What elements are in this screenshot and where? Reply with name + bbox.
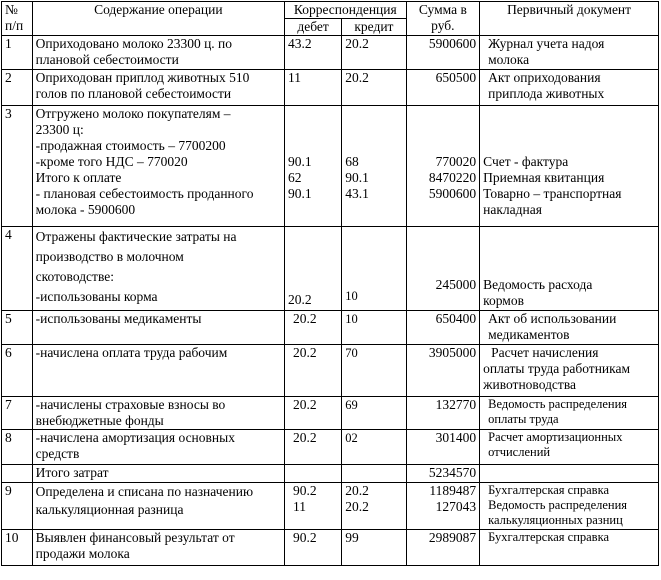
debit-line: 90.1 <box>288 186 312 201</box>
op-line: -начислена оплата труда рабочим <box>35 345 228 360</box>
op-line: -начислены страховые взносы во <box>35 397 226 412</box>
op-line: Отгружено молоко покупателям – <box>35 106 231 121</box>
credit-line: 20.2 <box>345 483 369 498</box>
op-line: -использованы корма <box>35 289 158 304</box>
table-row <box>2 530 659 566</box>
debit-line: 62 <box>288 170 302 185</box>
row-document <box>480 227 659 311</box>
row-debit <box>285 227 342 311</box>
doc-line: Расчет начисления <box>491 345 599 360</box>
row-operation <box>32 311 284 345</box>
row-document <box>480 311 659 345</box>
op-line: Выявлен финансовый результат от <box>35 530 235 545</box>
row-debit: 43.2 <box>285 36 342 70</box>
doc-line: кормов <box>483 293 524 308</box>
row-document <box>480 465 659 483</box>
row-operation <box>32 430 284 465</box>
header-document: Первичный документ <box>480 2 659 36</box>
table-row <box>2 483 659 530</box>
row-num: 3 <box>2 106 33 227</box>
table-row <box>2 227 659 311</box>
row-operation <box>32 530 284 566</box>
row-credit: 02 <box>342 430 406 465</box>
row-sum: 5900600 <box>406 36 480 70</box>
op-line: производство в молочном <box>35 249 184 264</box>
doc-line: Акт об использовании <box>488 311 617 326</box>
row-num <box>2 465 33 483</box>
row-document <box>480 397 659 430</box>
doc-line: Акт оприходования <box>488 70 601 85</box>
row-sum: 2989087 <box>406 530 480 566</box>
credit-line: 43.1 <box>345 186 369 201</box>
sum-line: 770020 <box>435 154 477 169</box>
row-sum <box>406 483 480 530</box>
row-credit: 10 <box>342 311 406 345</box>
table-row <box>2 36 659 70</box>
doc-line: калькуляционных разниц <box>488 513 623 527</box>
op-line: - плановая себестоимость проданного <box>35 186 254 201</box>
row-debit <box>285 106 342 227</box>
row-operation <box>32 36 284 70</box>
row-num: 6 <box>2 345 33 397</box>
debit-line: 90.1 <box>288 154 312 169</box>
doc-line: Ведомость распределения <box>488 397 628 411</box>
sum-line: 245000 <box>435 277 477 292</box>
row-operation <box>32 483 284 530</box>
op-line: продажи молока <box>35 546 130 561</box>
debit-line: 90.2 <box>293 483 317 498</box>
row-debit: 20.2 <box>285 311 342 345</box>
sum-line: 127043 <box>435 499 477 514</box>
op-line: молока - 5900600 <box>35 202 136 217</box>
row-sum <box>406 227 480 311</box>
header-sum-line1: Сумма в <box>418 2 467 17</box>
doc-line: животноводства <box>483 377 577 392</box>
table-row-total <box>2 465 659 483</box>
op-line: 23300 ц: <box>35 122 84 137</box>
op-line: Оприходован приплод животных 510 <box>35 70 250 85</box>
header-credit: кредит <box>342 19 406 36</box>
row-document <box>480 106 659 227</box>
table-row <box>2 106 659 227</box>
row-credit <box>342 465 406 483</box>
header-sum-line2: руб. <box>431 18 455 33</box>
doc-line: молока <box>488 52 530 67</box>
header-num-line1: № <box>5 2 18 17</box>
row-num: 4 <box>2 227 33 311</box>
row-operation <box>32 70 284 106</box>
op-line: -использованы медикаменты <box>35 311 202 326</box>
op-line: калькуляционная разница <box>35 502 184 517</box>
doc-line: Расчет амортизационных <box>488 430 623 444</box>
header-operation: Содержание операции <box>32 2 284 36</box>
sum-line: 1189487 <box>429 483 477 498</box>
row-credit <box>342 483 406 530</box>
doc-line: Приемная квитанция <box>483 170 605 185</box>
doc-line: Журнал учета надоя <box>488 36 605 51</box>
row-num: 1 <box>2 36 33 70</box>
row-sum: 301400 <box>406 430 480 465</box>
row-debit: 90.2 <box>285 530 342 566</box>
row-num: 2 <box>2 70 33 106</box>
doc-line: Бухгалтерская справка <box>488 530 610 544</box>
row-operation <box>32 397 284 430</box>
doc-line: накладная <box>483 202 542 217</box>
row-document <box>480 483 659 530</box>
row-debit: 20.2 <box>285 397 342 430</box>
row-operation <box>32 227 284 311</box>
op-line: Отражены фактические затраты на <box>35 229 237 244</box>
doc-line: Бухгалтерская справка <box>488 483 610 497</box>
op-line: Итого к оплате <box>35 170 122 185</box>
credit-line: 10 <box>345 289 358 303</box>
sum-line: 5900600 <box>428 186 477 201</box>
row-document <box>480 36 659 70</box>
doc-line: медикаментов <box>488 327 570 342</box>
row-sum: 650400 <box>406 311 480 345</box>
row-num: 5 <box>2 311 33 345</box>
row-document <box>480 345 659 397</box>
row-sum: 5234570 <box>406 465 480 483</box>
row-debit: 20.2 <box>285 430 342 465</box>
doc-line: Ведомость расхода <box>483 277 593 292</box>
credit-line: 68 <box>345 154 359 169</box>
op-line: -продажная стоимость – 7700200 <box>35 138 226 153</box>
row-document <box>480 530 659 566</box>
header-sum <box>406 2 480 36</box>
doc-line: приплода животных <box>488 86 605 101</box>
credit-line: 90.1 <box>345 170 369 185</box>
op-line: Оприходовано молоко 23300 ц. по <box>35 36 233 51</box>
debit-line: 11 <box>293 499 306 514</box>
row-num: 9 <box>2 483 33 530</box>
row-credit: 70 <box>342 345 406 397</box>
sum-line: 8470220 <box>428 170 477 185</box>
row-num: 7 <box>2 397 33 430</box>
row-debit <box>285 483 342 530</box>
op-line: скотоводстве: <box>35 269 114 284</box>
row-credit: 99 <box>342 530 406 566</box>
row-document <box>480 70 659 106</box>
row-document <box>480 430 659 465</box>
table-row <box>2 311 659 345</box>
row-operation <box>32 106 284 227</box>
table-row <box>2 70 659 106</box>
op-line: плановой себестоимости <box>35 52 179 67</box>
doc-line: отчислений <box>488 445 551 459</box>
row-credit <box>342 106 406 227</box>
doc-line: оплаты труда <box>488 412 559 426</box>
table-row <box>2 345 659 397</box>
row-credit: 20.2 <box>342 36 406 70</box>
row-operation <box>32 345 284 397</box>
row-credit: 69 <box>342 397 406 430</box>
row-num: 10 <box>2 530 33 566</box>
op-line: -начислена амортизация основных <box>35 430 235 445</box>
table-row <box>2 397 659 430</box>
header-correspondence: Корреспонденция <box>285 2 407 19</box>
op-line: внебюджетные фонды <box>35 413 164 428</box>
doc-line: Товарно – транспортная <box>483 186 622 201</box>
op-line: средств <box>35 446 80 461</box>
row-sum <box>406 106 480 227</box>
header-num <box>2 2 33 36</box>
table-row <box>2 430 659 465</box>
header-num-line2: п/п <box>5 18 24 33</box>
doc-line: Счет - фактура <box>483 154 569 169</box>
row-sum: 3905000 <box>406 345 480 397</box>
debit-line: 20.2 <box>288 292 312 307</box>
row-debit <box>285 465 342 483</box>
row-credit: 20.2 <box>342 70 406 106</box>
row-operation: Итого затрат <box>32 465 284 483</box>
accounting-entries-table <box>1 1 659 566</box>
op-line: Определена и списана по назначению <box>35 484 254 499</box>
row-num: 8 <box>2 430 33 465</box>
row-sum: 132770 <box>406 397 480 430</box>
op-line: -кроме того НДС – 770020 <box>35 154 188 169</box>
row-credit <box>342 227 406 311</box>
header-debit: дебет <box>285 19 342 36</box>
credit-line: 20.2 <box>345 499 369 514</box>
row-debit: 11 <box>285 70 342 106</box>
op-line: голов по плановой себестоимости <box>35 86 232 101</box>
row-sum: 650500 <box>406 70 480 106</box>
row-debit: 20.2 <box>285 345 342 397</box>
doc-line: Ведомость распределения <box>488 498 628 512</box>
doc-line: оплаты труда работникам <box>483 361 631 376</box>
